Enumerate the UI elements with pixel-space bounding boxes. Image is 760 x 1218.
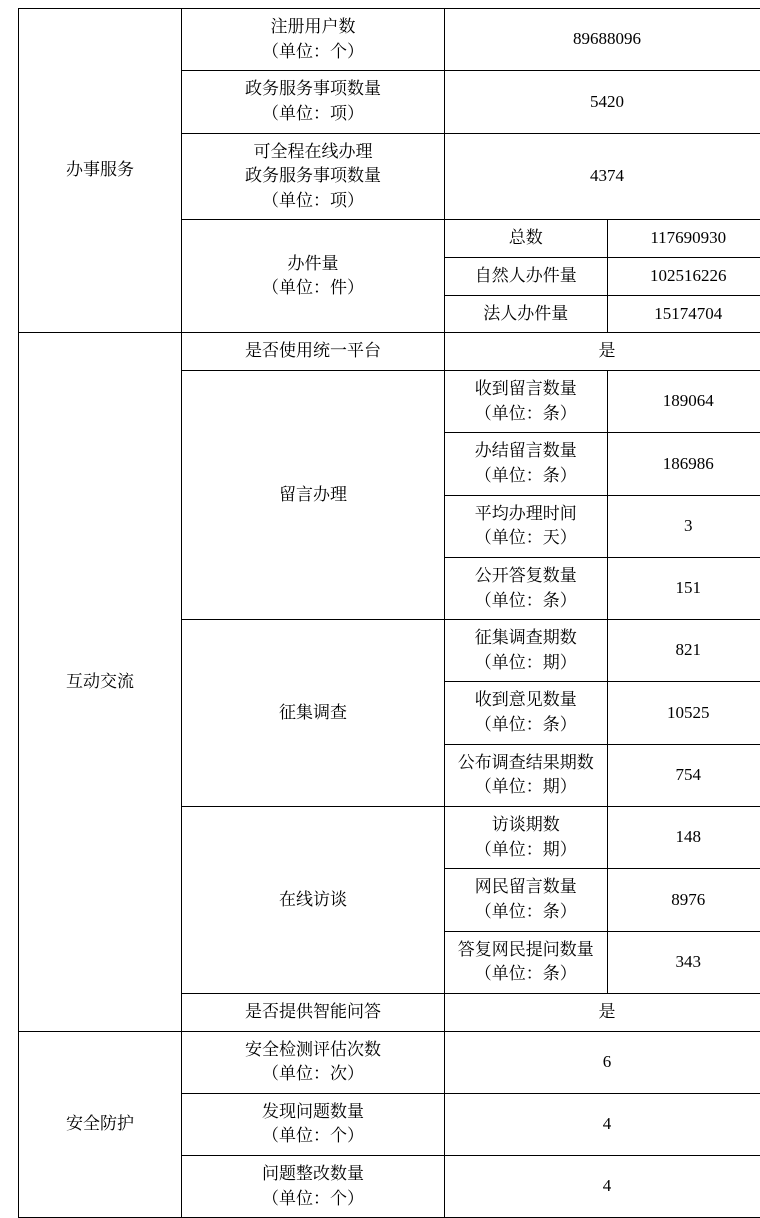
item-cell: 问题整改数量 （单位：个） [182,1156,445,1218]
value-cell: 15174704 [607,295,760,333]
value-cell: 343 [607,931,760,993]
item-cell: 是否使用统一平台 [182,333,445,371]
item-cell: 注册用户数 （单位：个） [182,9,445,71]
value-cell: 754 [607,744,760,806]
sub-item-cell: 公开答复数量 （单位：条） [445,557,608,619]
value-cell: 是 [445,993,760,1031]
value-cell: 5420 [445,71,760,133]
value-cell: 3 [607,495,760,557]
sub-item-cell: 办结留言数量 （单位：条） [445,433,608,495]
sub-item-cell: 收到留言数量 （单位：条） [445,371,608,433]
table-row [19,333,760,371]
value-cell: 8976 [607,869,760,931]
item-cell: 可全程在线办理 政务服务事项数量 （单位：项） [182,133,445,220]
table-row [19,9,760,71]
sub-item-cell: 征集调查期数 （单位：期） [445,620,608,682]
value-cell: 10525 [607,682,760,744]
value-cell: 186986 [607,433,760,495]
value-cell: 189064 [607,371,760,433]
value-cell: 821 [607,620,760,682]
value-cell: 4374 [445,133,760,220]
item-cell: 办件量 （单位：件） [182,220,445,333]
value-cell: 148 [607,807,760,869]
sub-item-cell: 法人办件量 [445,295,608,333]
sub-item-cell: 访谈期数 （单位：期） [445,807,608,869]
category-cell: 安全防护 [19,1031,182,1218]
value-cell: 102516226 [607,258,760,296]
sub-item-cell: 收到意见数量 （单位：条） [445,682,608,744]
item-cell: 在线访谈 [182,807,445,994]
value-cell: 151 [607,557,760,619]
category-cell: 互动交流 [19,333,182,1031]
item-cell: 安全检测评估次数 （单位：次） [182,1031,445,1093]
value-cell: 4 [445,1093,760,1155]
government-service-statistics-table [18,8,760,1218]
sub-item-cell: 自然人办件量 [445,258,608,296]
sub-item-cell: 答复网民提问数量 （单位：条） [445,931,608,993]
value-cell: 6 [445,1031,760,1093]
table-row [19,1031,760,1093]
value-cell: 89688096 [445,9,760,71]
value-cell: 4 [445,1156,760,1218]
value-cell: 117690930 [607,220,760,258]
sub-item-cell: 总数 [445,220,608,258]
item-cell: 留言办理 [182,371,445,620]
value-cell: 是 [445,333,760,371]
item-cell: 发现问题数量 （单位：个） [182,1093,445,1155]
item-cell: 是否提供智能问答 [182,993,445,1031]
sub-item-cell: 平均办理时间 （单位：天） [445,495,608,557]
item-cell: 征集调查 [182,620,445,807]
item-cell: 政务服务事项数量 （单位：项） [182,71,445,133]
category-cell: 办事服务 [19,9,182,333]
sub-item-cell: 公布调查结果期数 （单位：期） [445,744,608,806]
sub-item-cell: 网民留言数量 （单位：条） [445,869,608,931]
